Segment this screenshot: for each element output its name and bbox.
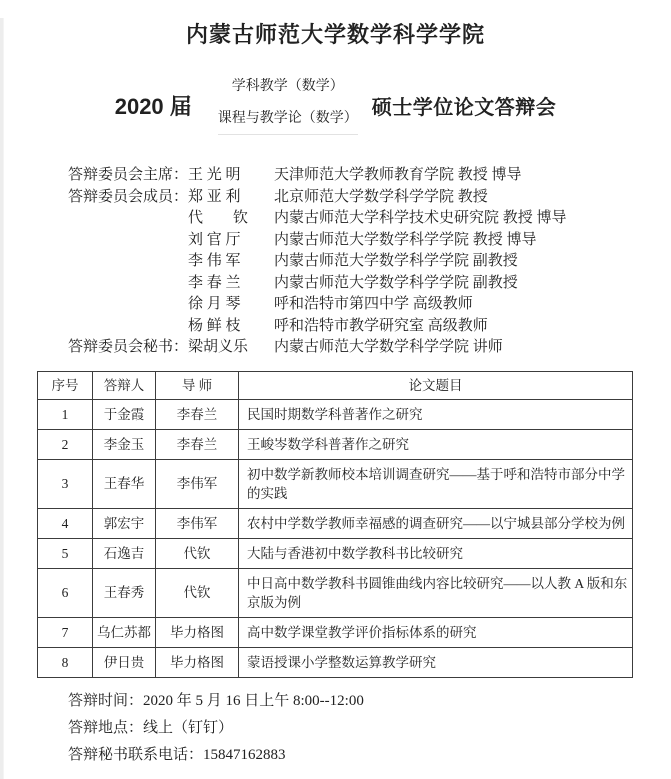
committee-member-affiliation: 内蒙古师范大学数学科学学院 副教授 xyxy=(274,253,518,269)
subtitle-programs xyxy=(218,75,358,135)
table-row xyxy=(38,429,633,459)
table-cell: 李伟军 xyxy=(156,459,239,508)
table-cell: 2 xyxy=(38,429,93,459)
committee-row xyxy=(68,208,671,230)
table-cell: 于金霞 xyxy=(93,399,156,429)
table-cell: 6 xyxy=(38,568,93,617)
committee-role-label xyxy=(68,208,188,230)
footer-notes xyxy=(68,688,671,769)
table-cell: 代钦 xyxy=(156,568,239,617)
table-row xyxy=(38,538,633,568)
committee-member-affiliation: 内蒙古师范大学数学科学学院 讲师 xyxy=(274,339,503,355)
committee-role-label xyxy=(68,316,188,338)
committee-role-label: 答辩委员会成员： xyxy=(68,188,189,205)
committee-member-affiliation: 呼和浩特市教学研究室 高级教师 xyxy=(274,317,488,334)
table-cell: 伊日贵 xyxy=(93,647,156,677)
table-cell: 蒙语授课小学整数运算教学研究 xyxy=(239,647,633,677)
table-cell: 王峻岑数学科普著作之研究 xyxy=(239,429,633,459)
table-header-cell: 答辩人 xyxy=(93,371,156,399)
page-title: 内蒙古师范大学数学科学学院 xyxy=(185,22,485,47)
table-cell: 5 xyxy=(38,538,93,568)
committee-member-name: 王 光 明 xyxy=(188,167,241,183)
committee-member-name: 刘 官 厅 xyxy=(188,231,241,248)
table-cell: 李春兰 xyxy=(156,399,239,429)
table-row xyxy=(38,617,633,647)
table-cell: 李伟军 xyxy=(156,508,239,538)
committee-member-affiliation: 内蒙古师范大学数学科学学院 教授 博导 xyxy=(274,231,537,248)
table-cell: 民国时期数学科普著作之研究 xyxy=(239,399,633,429)
footer-line: 答辩地点：线上（钉钉） xyxy=(68,719,234,736)
table-header-row xyxy=(38,371,633,399)
committee-role-label xyxy=(68,273,188,295)
committee-member-name: 代 钦 xyxy=(188,210,249,226)
table-row xyxy=(38,459,633,508)
subtitle-suffix: 硕士学位论文答辩会 xyxy=(371,96,557,119)
table-row xyxy=(38,568,633,617)
committee-member-affiliation: 天津师范大学教师教育学院 教授 博导 xyxy=(274,167,522,183)
table-row xyxy=(38,508,633,538)
committee-member-name: 杨 鲜 枝 xyxy=(188,317,241,334)
committee-role-label: 答辩委员会秘书： xyxy=(68,339,189,355)
committee-member-affiliation: 北京师范大学数学科学学院 教授 xyxy=(274,188,488,205)
committee-member-affiliation: 内蒙古师范大学科学技术史研究院 教授 博导 xyxy=(274,210,567,226)
table-cell: 8 xyxy=(38,647,93,677)
table-cell: 石逸吉 xyxy=(93,538,156,568)
footer-line: 答辩时间：2020 年 5 月 16 日上午 8:00--12:00 xyxy=(68,692,364,709)
page-edge-shadow xyxy=(0,18,4,779)
table-cell: 大陆与香港初中数学教科书比较研究 xyxy=(239,538,633,568)
committee-member-name: 李 春 兰 xyxy=(188,274,241,291)
table-cell: 高中数学课堂教学评价指标体系的研究 xyxy=(239,617,633,647)
table-cell: 3 xyxy=(38,459,93,508)
footer-line: 答辩秘书联系电话：15847162883 xyxy=(68,746,286,763)
committee-row xyxy=(68,251,671,273)
subtitle-program-top: 学科教学（数学） xyxy=(231,79,344,94)
committee-row xyxy=(68,294,671,316)
committee-member-affiliation: 呼和浩特市第四中学 高级教师 xyxy=(274,296,473,312)
table-row xyxy=(38,399,633,429)
table-cell: 7 xyxy=(38,617,93,647)
table-cell: 乌仁苏都 xyxy=(93,617,156,647)
table-cell: 李金玉 xyxy=(93,429,156,459)
committee-member-name: 徐 月 琴 xyxy=(188,296,241,312)
committee-row xyxy=(68,273,671,295)
committee-row xyxy=(68,165,671,187)
table-cell: 王春秀 xyxy=(93,568,156,617)
table-header-cell: 序号 xyxy=(38,371,93,399)
defense-table xyxy=(37,371,633,678)
committee-role-label: 答辩委员会主席： xyxy=(68,167,189,183)
table-cell: 代钦 xyxy=(156,538,239,568)
table-row xyxy=(38,647,633,677)
table-cell: 毕力格图 xyxy=(156,647,239,677)
committee-member-affiliation: 内蒙古师范大学数学科学学院 副教授 xyxy=(274,274,518,291)
committee-row xyxy=(68,187,671,209)
subtitle-program-bottom: 课程与教学论（数学） xyxy=(217,111,358,126)
committee-row xyxy=(68,230,671,252)
table-cell: 毕力格图 xyxy=(156,617,239,647)
table-cell: 郭宏宇 xyxy=(93,508,156,538)
committee-role-label xyxy=(68,251,188,273)
committee-member-name: 梁胡义乐 xyxy=(188,339,249,355)
committee-role-label xyxy=(68,294,188,316)
committee-member-name: 李 伟 军 xyxy=(188,253,241,269)
committee-member-name: 郑 亚 利 xyxy=(188,188,241,205)
subtitle-year: 2020 届 xyxy=(114,93,192,119)
committee-row xyxy=(68,337,671,359)
table-header-cell: 论文题目 xyxy=(239,371,633,399)
table-cell: 中日高中数学教科书圆锥曲线内容比较研究——以人教 A 版和东京版为例 xyxy=(239,568,633,617)
table-cell: 农村中学数学教师幸福感的调查研究——以宁城县部分学校为例 xyxy=(239,508,633,538)
committee-row xyxy=(68,316,671,338)
table-cell: 初中数学新教师校本培训调查研究——基于呼和浩特市部分中学的实践 xyxy=(239,459,633,508)
committee-role-label xyxy=(68,230,188,252)
table-cell: 1 xyxy=(38,399,93,429)
table-header-cell: 导 师 xyxy=(156,371,239,399)
table-cell: 4 xyxy=(38,508,93,538)
subtitle xyxy=(0,75,671,135)
committee-list xyxy=(68,165,671,359)
table-cell: 李春兰 xyxy=(156,429,239,459)
table-cell: 王春华 xyxy=(93,459,156,508)
